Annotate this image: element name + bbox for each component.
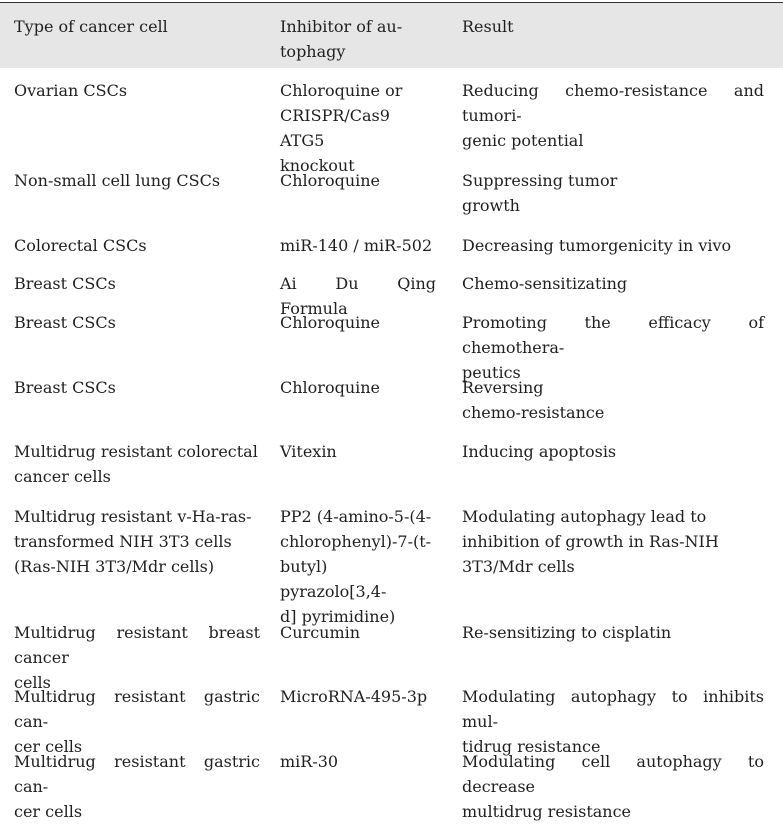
cell-result: Reducing chemo-resistance and tumori- genic potential (462, 81, 764, 150)
cell-result: Suppressing tumor growth (462, 171, 618, 215)
cell-cancer-type: Breast CSCs (14, 378, 116, 397)
cell-cancer-type: Multidrug resistant gastric can- cer cells (14, 687, 260, 756)
cell-inhibitor: MicroRNA-495-3p (280, 687, 428, 706)
cell-inhibitor: Chloroquine (280, 171, 381, 190)
cell-result: Inducing apoptosis (462, 442, 617, 461)
cell-inhibitor: Ai Du Qing Formula (280, 274, 436, 318)
header-type-of-cancer-cell: Type of cancer cell (14, 17, 168, 36)
cell-cancer-type: Ovarian CSCs (14, 81, 128, 100)
cell-cancer-type: Colorectal CSCs (14, 236, 147, 255)
cell-result: Modulating autophagy lead to inhibition of growth in Ras-NIH 3T3/Mdr cells (462, 507, 719, 576)
cell-inhibitor: PP2 (4-amino-5-(4- chlorophenyl)-7-(t- butyl) pyrazolo[3,4- d] pyrimidine) (280, 507, 432, 626)
cell-inhibitor: miR-140 / miR-502 (280, 236, 433, 255)
cell-cancer-type: Multidrug resistant gastric can- cer cells (14, 752, 260, 821)
cell-cancer-type: Multidrug resistant breast cancer cells (14, 623, 260, 692)
header-inhibitor-of-autophagy: Inhibitor of au- tophagy (280, 17, 403, 61)
cell-result: Chemo-sensitizating (462, 274, 628, 293)
cell-result: Modulating cell autophagy to decrease multidrug resistance (462, 752, 764, 821)
cell-cancer-type: Breast CSCs (14, 274, 116, 293)
cell-inhibitor: Vitexin (280, 442, 337, 461)
cell-result: Re-sensitizing to cisplatin (462, 623, 672, 642)
cell-result: Reversing chemo-resistance (462, 378, 605, 422)
cell-inhibitor: miR-30 (280, 752, 339, 771)
cell-result: Promoting the efficacy of chemothera- peutics (462, 313, 764, 382)
cell-inhibitor: Chloroquine or CRISPR/Cas9 ATG5 knockout (280, 81, 403, 175)
cell-inhibitor: Curcumin (280, 623, 361, 642)
cell-result: Decreasing tumorgenicity in vivo (462, 236, 732, 255)
header-result: Result (462, 17, 514, 36)
cell-cancer-type: Multidrug resistant colorectal cancer cells (14, 442, 258, 486)
cell-inhibitor: Chloroquine (280, 313, 381, 332)
cell-cancer-type: Breast CSCs (14, 313, 116, 332)
cell-inhibitor: Chloroquine (280, 378, 381, 397)
cell-result: Modulating autophagy to inhibits mul- tidrug resistance (462, 687, 764, 756)
table-header-row (0, 3, 783, 68)
cell-cancer-type: Non-small cell lung CSCs (14, 171, 221, 190)
cell-cancer-type: Multidrug resistant v-Ha-ras- transformed NIH 3T3 cells (Ras-NIH 3T3/Mdr cells) (14, 507, 252, 576)
